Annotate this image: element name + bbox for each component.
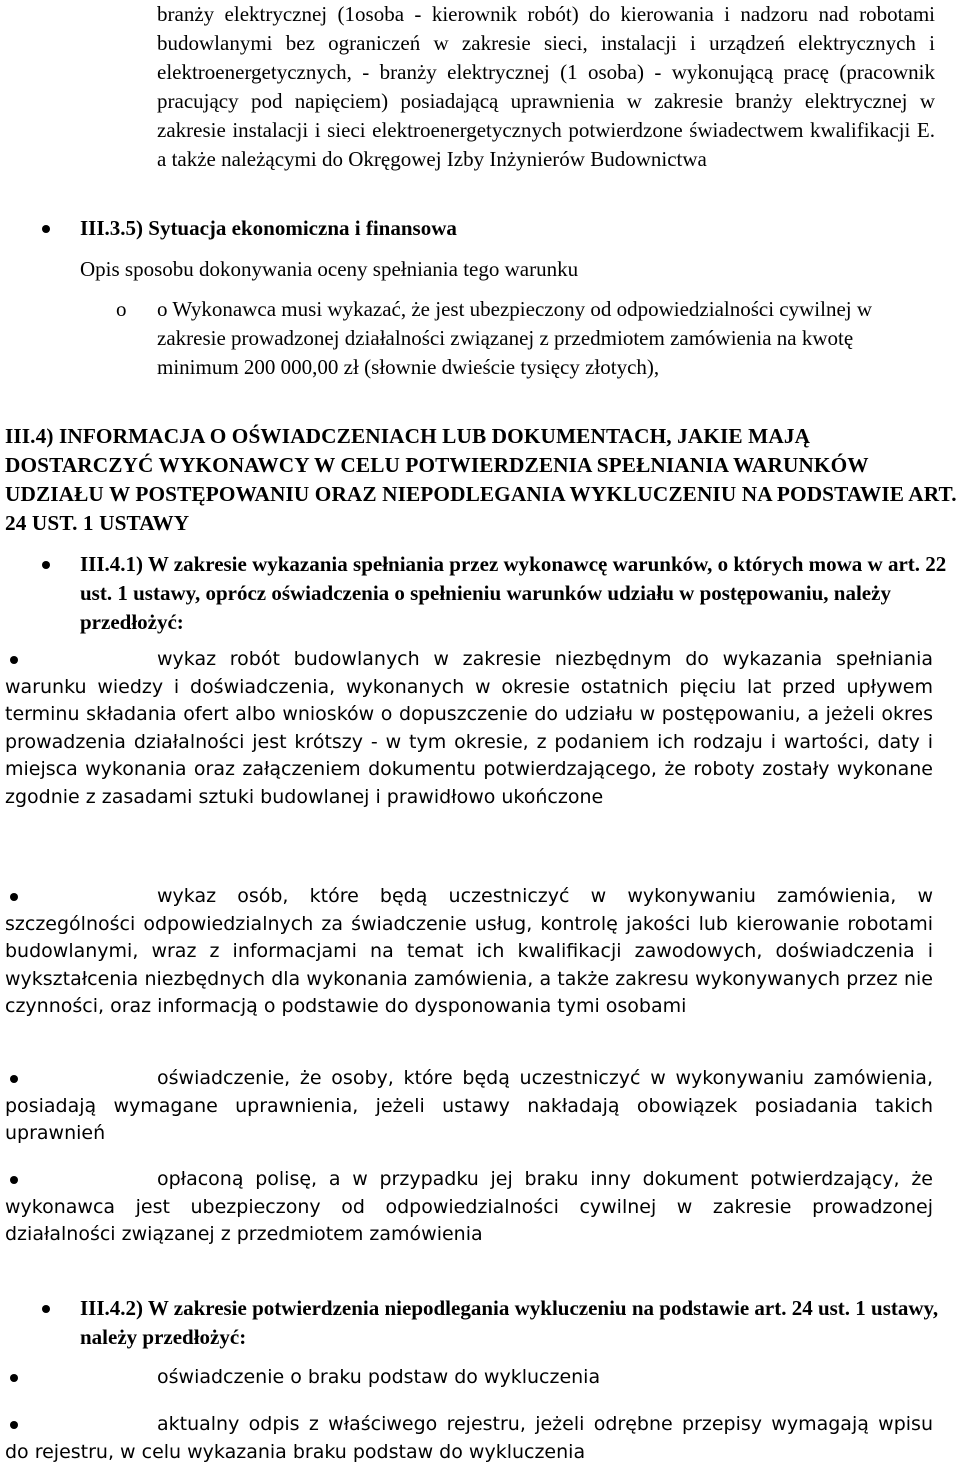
subsection-heading-341: III.4.1) W zakresie wykazania spełniania przez wykonawcę warunków, o których mowa w art. 22 ust. 1 ustawy, oprócz oświadczenia o spełnieniu warunków udziału w postępowaniu, należy przedłożyć: — [80, 552, 947, 634]
bullet-dot — [42, 225, 50, 233]
top-paragraph: branży elektrycznej (1osoba - kierownik robót) do kierowania i nadzoru nad robotami budowlanymi bez ograniczeń w zakresie sieci, instalacji i urządzeń elektrycznych i elektroenergetycznych, - branży elektrycznej (1 osoba) - wykonującą pracę (pracownik pracujący pod napięciem) posiadającą uprawnienia w zakresie branży elektrycznej w zakresie instalacji i sieci elektroenergetycznych potwierdzone świadectwem kwalifikacji E. a także należącymi do Okręgowej Izby Inżynierów Budownictwa — [157, 2, 935, 171]
list-item-insurance-policy: opłaconą polisę, a w przypadku jej braku inny dokument potwierdzający, że wykonawca jest ubezpieczony od odpowiedzialności cywilnej w zakresie prowadzonej działalności związanej z przedmiotem zamówienia — [5, 1168, 933, 1245]
section-subheading-335: Opis sposobu dokonywania oceny spełniania tego warunku — [80, 257, 579, 281]
list-item-qualifications-statement: oświadczenie, że osoby, które będą uczestniczyć w wykonywaniu zamówienia, posiadają wymagane uprawnienia, jeżeli ustawy nakładają obowiązek posiadania takich uprawnień — [5, 1067, 933, 1144]
section-heading-335: III.3.5) Sytuacja ekonomiczna i finansowa — [80, 216, 457, 240]
list-item-persons-list: wykaz osób, które będą uczestniczyć w wykonywaniu zamówienia, w szczególności odpowiedzialnych za świadczenie usług, kontrolę jakości lub kierowanie robotami budowlanymi, wraz z informacjami na temat ich kwalifikacji zawodowych, doświadczenia i wykształcenia niezbędnych dla wykonania zamówienia, a także zakresu wykonywanych przez nie czynności, oraz informacją o podstawie do dysponowania tymi osobami — [5, 885, 933, 1017]
o-bullet-marker: o — [116, 297, 127, 321]
list-item-registry-extract: aktualny odpis z właściwego rejestru, jeżeli odrębne przepisy wymagają wpisu do rejestru, w celu wykazania braku podstaw do wykluczenia — [5, 1413, 933, 1463]
list-item-works-list: wykaz robót budowlanych w zakresie niezbędnym do wykazania spełniania warunku wiedzy i doświadczenia, wykonanych w okresie ostatnich pięciu lat przed upływem terminu składania ofert albo wniosków o dopuszczenie do udziału w postępowaniu, a jeżeli okres prowadzenia działalności jest krótszy - w tym okresie, z podaniem ich rodzaju i wartości, daty i miejsca wykonania oraz załączeniem dokumentu potwierdzającego, że roboty zostały wykonane zgodnie z zasadami sztuki budowlanej i prawidłowo ukończone — [5, 648, 933, 808]
bullet-dot — [42, 561, 50, 569]
subsection-heading-342: III.4.2) W zakresie potwierdzenia niepodlegania wykluczeniu na podstawie art. 24 ust. 1 ustawy, należy przedłożyć: — [80, 1296, 939, 1349]
list-item-exclusion-statement: oświadczenie o braku podstaw do wykluczenia — [157, 1366, 601, 1388]
bullet-dot — [42, 1305, 50, 1313]
insurance-requirement: o Wykonawca musi wykazać, że jest ubezpieczony od odpowiedzialności cywilnej w zakresie prowadzonej działalności związanej z przedmiotem zamówienia na kwotę minimum 200 000,00 zł (słownie dwieście tysięcy złotych), — [157, 297, 873, 379]
section-heading-34: III.4) INFORMACJA O OŚWIADCZENIACH LUB DOKUMENTACH, JAKIE MAJĄ DOSTARCZYĆ WYKONAWCY W CELU POTWIERDZENIA SPEŁNIANIA WARUNKÓW UDZIAŁU W POSTĘPOWANIU ORAZ NIEPODLEGANIA WYKLUCZENIU NA PODSTAWIE ART. 24 UST. 1 USTAWY — [5, 424, 957, 535]
